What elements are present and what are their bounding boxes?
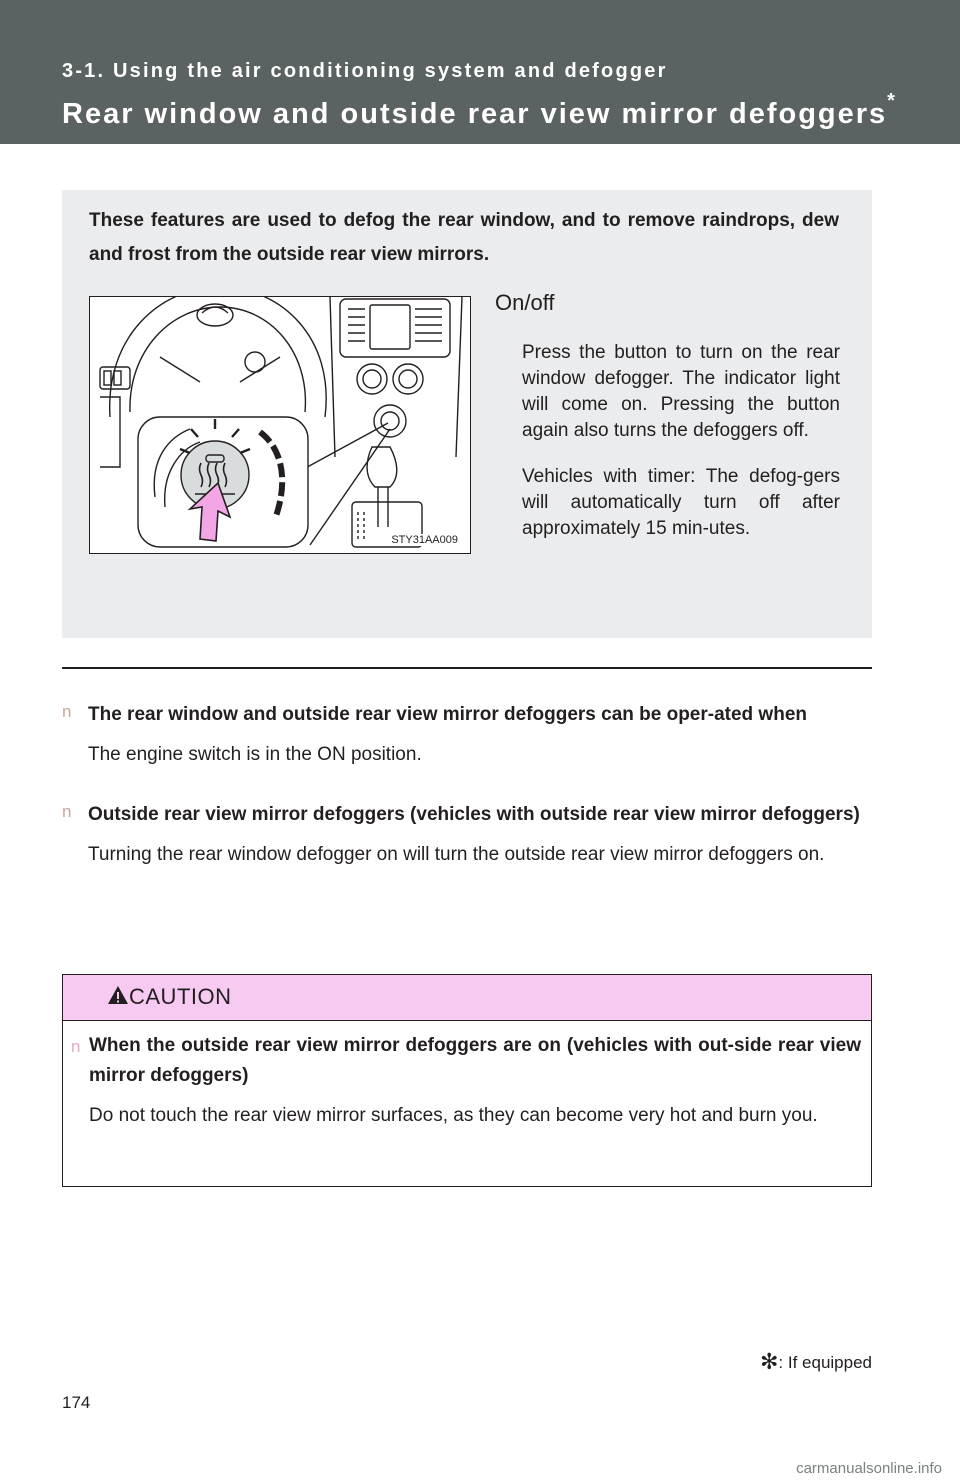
caution-box <box>62 974 872 1187</box>
page-header <box>0 0 960 144</box>
footnote-mark: ✻ <box>759 1349 779 1374</box>
note-item <box>62 700 862 770</box>
onoff-label: On/off <box>495 290 555 315</box>
illustration-code: STY31AA009 <box>391 534 458 546</box>
warning-triangle-icon <box>107 985 129 1005</box>
title-asterisk: * <box>887 90 895 112</box>
footnote <box>760 1348 872 1374</box>
section-breadcrumb: 3-1. Using the air conditioning system and defogger <box>62 60 668 82</box>
section-divider <box>62 667 872 669</box>
watermark: carmanualsonline.info <box>796 1460 942 1477</box>
page-number: 174 <box>62 1393 91 1412</box>
page-title <box>62 90 895 131</box>
page-title-text: Rear window and outside rear view mirror defoggers <box>62 98 888 130</box>
note-bullet: n <box>62 802 72 821</box>
dashboard-illustration <box>89 296 471 554</box>
note-heading: Outside rear view mirror defoggers (vehicles with outside rear view mirror defoggers) <box>88 804 860 825</box>
note-bullet: n <box>62 702 72 721</box>
note-body: Turning the rear window defogger on will turn the outside rear view mirror defoggers on. <box>88 844 825 865</box>
feature-panel <box>62 190 872 638</box>
dashboard-drawing <box>90 297 471 554</box>
caution-body: Do not touch the rear view mirror surfaces, as they can become very hot and burn you. <box>89 1105 818 1126</box>
note-heading: The rear window and outside rear view mirror defoggers can be oper-ated when <box>88 704 807 725</box>
intro-text: These features are used to defog the rear window, and to remove raindrops, dew and frost from the outside rear view mirrors. <box>89 210 839 265</box>
footnote-text: : If equipped <box>778 1353 872 1372</box>
timer-description: Vehicles with timer: The defog-gers will automatically turn off after approximately 15 min-utes. <box>522 466 840 539</box>
caution-heading: When the outside rear view mirror defoggers are on (vehicles with out-side rear view mirror defoggers) <box>89 1035 861 1086</box>
caution-header <box>63 975 871 1021</box>
caution-bullet: n <box>71 1037 81 1056</box>
caution-label: CAUTION <box>129 984 232 1009</box>
onoff-description: Press the button to turn on the rear window defogger. The indicator light will come on. Pressing the button again also turns the defoggers off. <box>522 342 840 441</box>
note-body: The engine switch is in the ON position. <box>88 744 422 765</box>
note-item <box>62 800 862 870</box>
